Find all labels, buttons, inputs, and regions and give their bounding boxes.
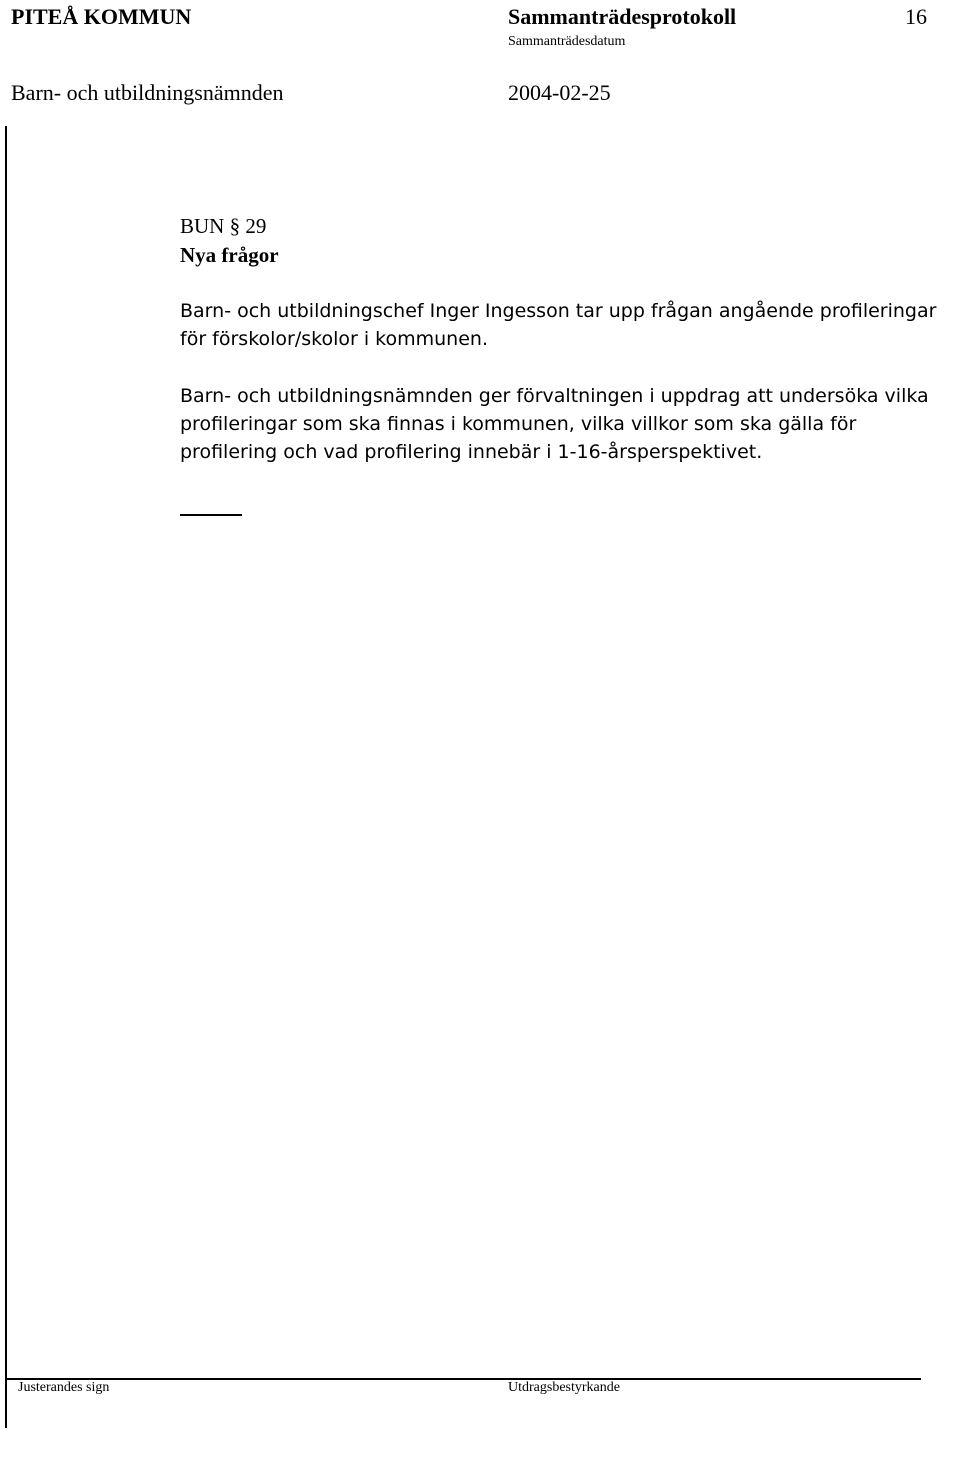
committee-name: Barn- och utbildningsnämnden [11, 80, 284, 105]
footer-rule [7, 1378, 921, 1380]
meeting-date: 2004-02-25 [508, 80, 611, 105]
organization-name: PITEÅ KOMMUN [11, 4, 192, 29]
paragraph-line: profilering och vad profilering innebär i 1-16-årsperspektivet. [180, 441, 763, 463]
page-number: 16 [905, 4, 927, 29]
section-title: Nya frågor [180, 243, 279, 267]
section-end-rule [180, 514, 242, 516]
footer-extract-label: Utdragsbestyrkande [508, 1380, 620, 1395]
left-margin-rule [5, 126, 7, 1428]
paragraph-line: Barn- och utbildningsnämnden ger förvaltningen i uppdrag att undersöka vilka [180, 385, 929, 407]
paragraph-line: Barn- och utbildningschef Inger Ingesson tar upp frågan angående profileringar [180, 300, 937, 322]
document-type: Sammanträdesprotokoll [508, 4, 737, 29]
footer-sign-label: Justerandes sign [18, 1380, 110, 1395]
body-paragraph-2 [180, 382, 929, 466]
body-paragraph-1 [180, 297, 936, 353]
paragraph-line: profileringar som ska finnas i kommunen, vilka villkor som ska gälla för [180, 413, 857, 435]
paragraph-reference: BUN § 29 [180, 214, 267, 238]
paragraph-line: för förskolor/skolor i kommunen. [180, 328, 488, 350]
meeting-date-label: Sammanträdesdatum [508, 34, 626, 49]
